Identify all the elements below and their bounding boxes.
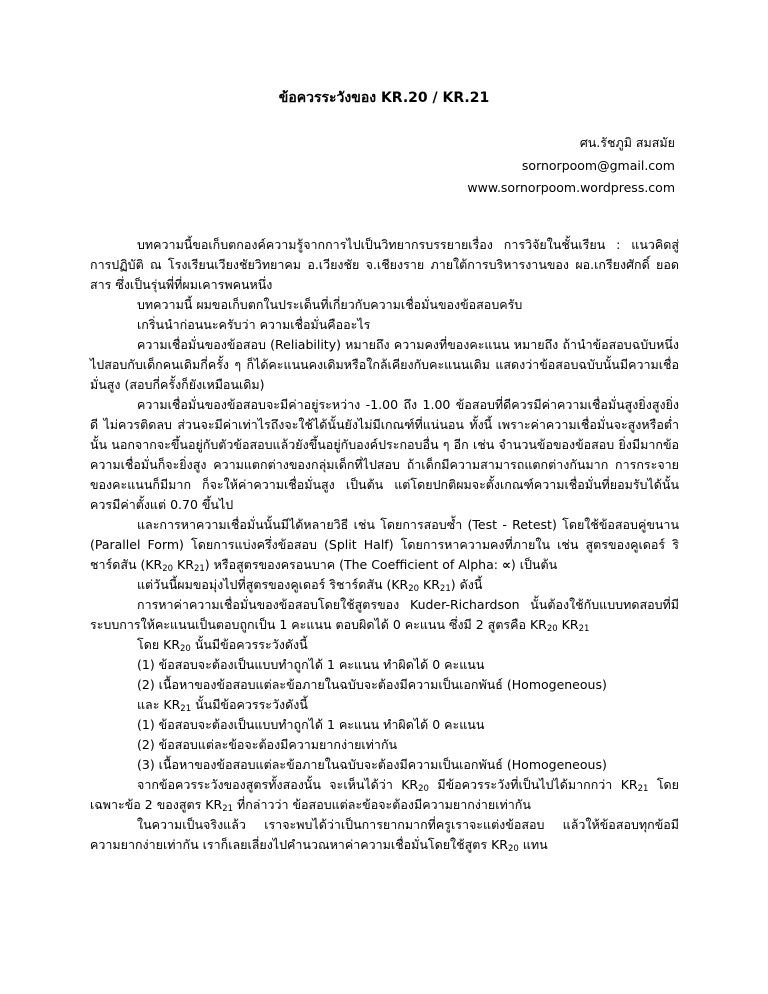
subscript: 21 xyxy=(222,804,234,814)
text-segment: และการหาความเชื่อมั่นนั้นมีได้หลายวิธี เช่น โดยการสอบซ้ำ (Test - Retest) โดยใช้ข้อสอบคู่ขนาน (Parallel Form) โดยการแบ่งครึ่งข้อสอบ (Split Half) โดยการหาความคงที่ภายใน เช่น สูตรของคูเดอร์ ริชาร์ดสัน (KR xyxy=(90,517,679,572)
text-segment: KR xyxy=(173,557,194,572)
subscript: 21 xyxy=(637,784,649,794)
list-item: (2) ข้อสอบแต่ละข้อจะต้องมีความยากง่ายเท่ากัน xyxy=(137,737,398,752)
text-segment: ที่กล่าวว่า ข้อสอบแต่ละข้อจะต้องมีความยากง่ายเท่ากัน xyxy=(233,797,531,812)
paragraph-scope: บทความนี้ ผมขอเก็บตกในประเด็นที่เกี่ยวกับความเชื่อมั่นของข้อสอบครับ xyxy=(137,297,523,312)
kr20-list xyxy=(90,655,679,695)
text-segment: จากข้อควรระวังของสูตรทั้งสองนั้น จะเห็นได้ว่า KR xyxy=(137,777,419,792)
subscript: 20 xyxy=(162,564,174,574)
subscript: 21 xyxy=(578,624,590,634)
paragraph-reliability-definition: ความเชื่อมั่นของข้อสอบ (Reliability) หมายถึง ความคงที่ของคะแนน หมายถึง ถ้านำข้อสอบฉบับหนึ่งไปสอบกับเด็กคนเดิมกี่ครั้ง ๆ ก็ได้คะแนนคงเดิมหรือใกล้เคียงกับคะแนนเดิม แสดงว่าข้อสอบฉบับนั้นมีความเชื่อมั่นสูง (สอบกี่ครั้งก็ยังเหมือนเดิม) xyxy=(90,337,679,392)
text-segment: แทน xyxy=(518,837,548,852)
subscript: 20 xyxy=(180,644,191,654)
subscript: 20 xyxy=(418,784,429,794)
paragraph-conclusion xyxy=(90,815,679,855)
text-segment: การหาค่าความเชื่อมั่นของข้อสอบโดยใช้สูตรของ Kuder-Richardson นั้นต้องใช้กับแบบทดสอบที่มีระบบการให้คะแนนเป็นตอบถูกเป็น 1 คะแนน ตอบผิดได้ 0 คะแนน ซึ่งมี 2 สูตรคือ KR xyxy=(90,597,679,632)
paragraph-reliability-range: ความเชื่อมั่นของข้อสอบจะมีค่าอยู่ระหว่าง -1.00 ถึง 1.00 ข้อสอบที่ดีควรมีค่าความเชื่อมั่นสูงยิ่งสูงยิ่งดี ไม่ควรติดลบ ส่วนจะมีค่าเท่าไรถึงจะใช้ได้นั้นยังไม่มีเกณฑ์ที่แน่นอน ทั้งนี้ เพราะค่าความเชื่อมั่นจะสูงหรือต่ำนั้น นอกจากจะขึ้นอยู่กับตัวข้อสอบแล้วยังขึ้นอยู่กับองค์ประกอบอื่น ๆ อีก เช่น จำนวนข้อของข้อสอบ ยิ่งมีมากข้อ ความเชื่อมั่นก็จะยิ่งสูง ความแตกต่างของกลุ่มเด็กที่ไปสอบ ถ้าเด็กมีความสามารถแตกต่างกันมาก การกระจายของคะแนนก็มีมาก ก็จะให้ค่าความเชื่อมั่นสูง เป็นต้น แต่โดยปกติผมจะตั้งเกณฑ์ความเชื่อมั่นที่ยอมรับได้นั้น ควรมีค่าตั้งแต่ 0.70 ขึ้นไป xyxy=(90,397,679,512)
text-segment: โดยเฉพาะข้อ 2 ของสูตร KR xyxy=(90,777,679,812)
author-email: sornorpoom@gmail.com xyxy=(521,157,675,173)
list-item: (2) เนื้อหาของข้อสอบแต่ละข้อภายในฉบับจะต้องมีความเป็นเอกพันธ์ (Homogeneous) xyxy=(137,677,607,692)
text-segment: ) ดังนี้ xyxy=(450,577,483,592)
subscript: 21 xyxy=(180,704,192,714)
paragraph-intro: บทความนี้ขอเก็บตกองค์ความรู้จากการไปเป็นวิทยากรบรรยายเรื่อง การวิจัยในชั้นเรียน : แนวคิดสู่การปฏิบัติ ณ โรงเรียนเวียงชัยวิทยาคม อ.เวียงชัย จ.เชียงราย ภายใต้การบริหารงานของ ผอ.เกรียงศักดิ์ ยอดสาร ซึ่งเป็นรุ่นพี่ที่ผมเคารพคนหนึ่ง xyxy=(90,237,679,292)
subscript: 20 xyxy=(507,844,519,854)
kr20-heading xyxy=(90,635,679,655)
list-item: (1) ข้อสอบจะต้องเป็นแบบทำถูกได้ 1 คะแนน ทำผิดได้ 0 คะแนน xyxy=(137,717,485,732)
author-name: ศน.รัชภูมิ สมสมัย xyxy=(579,135,675,150)
text-segment: ) หรือสูตรของครอนบาค (The Coefficient of Alpha: xyxy=(204,557,502,572)
text-segment: นั้นมีข้อควรระวังดังนี้ xyxy=(191,697,308,712)
list-item: (1) ข้อสอบจะต้องเป็นแบบทำถูกได้ 1 คะแนน ทำผิดได้ 0 คะแนน xyxy=(137,657,485,672)
subscript: 20 xyxy=(408,584,420,594)
paragraph-kuder-richardson xyxy=(90,595,679,635)
subscript: 21 xyxy=(193,564,205,574)
alpha-symbol: ∝ xyxy=(501,557,511,572)
paragraph-methods xyxy=(90,515,679,575)
text-segment: ในความเป็นจริงแล้ว เราจะพบได้ว่าเป็นการยากมากที่ครูเราจะแต่งข้อสอบ แล้วให้ข้อสอบทุกข้อมีความยากง่ายเท่ากัน เราก็เลยเลี่ยงไปคำนวณหาค่าความเชื่อมั่นโดยใช้สูตร KR xyxy=(90,817,679,852)
paragraph-focus xyxy=(90,575,679,595)
paragraph-lead: เกริ่นนำก่อนนะครับว่า ความเชื่อมั่นคืออะไร xyxy=(137,317,371,332)
subscript: 20 xyxy=(546,624,558,634)
article-body xyxy=(90,235,679,855)
author-block xyxy=(467,132,675,200)
paragraph-comparison xyxy=(90,775,679,815)
text-segment: โดย KR xyxy=(137,637,181,652)
text-segment: มีข้อควรระวังที่เป็นไปได้มากกว่า KR xyxy=(428,777,638,792)
page-title: ข้อควรระวังของ KR.20 / KR.21 xyxy=(278,90,490,106)
kr21-list xyxy=(90,715,679,775)
text-segment: KR xyxy=(419,577,440,592)
text-segment: และ KR xyxy=(137,697,181,712)
author-website: www.sornorpoom.wordpress.com xyxy=(467,180,675,195)
list-item: (3) เนื้อหาของข้อสอบแต่ละข้อภายในฉบับจะต้องมีความเป็นเอกพันธ์ (Homogeneous) xyxy=(137,757,607,772)
kr21-heading xyxy=(90,695,679,715)
subscript: 21 xyxy=(439,584,451,594)
text-segment: KR xyxy=(557,617,579,632)
text-segment: แต่วันนี้ผมขอมุ่งไปที่สูตรของคูเดอร์ ริชาร์ดสัน (KR xyxy=(137,577,409,592)
text-segment: ) เป็นต้น xyxy=(510,557,558,572)
text-segment: นั้นมีข้อควรระวังดังนี้ xyxy=(190,637,308,652)
